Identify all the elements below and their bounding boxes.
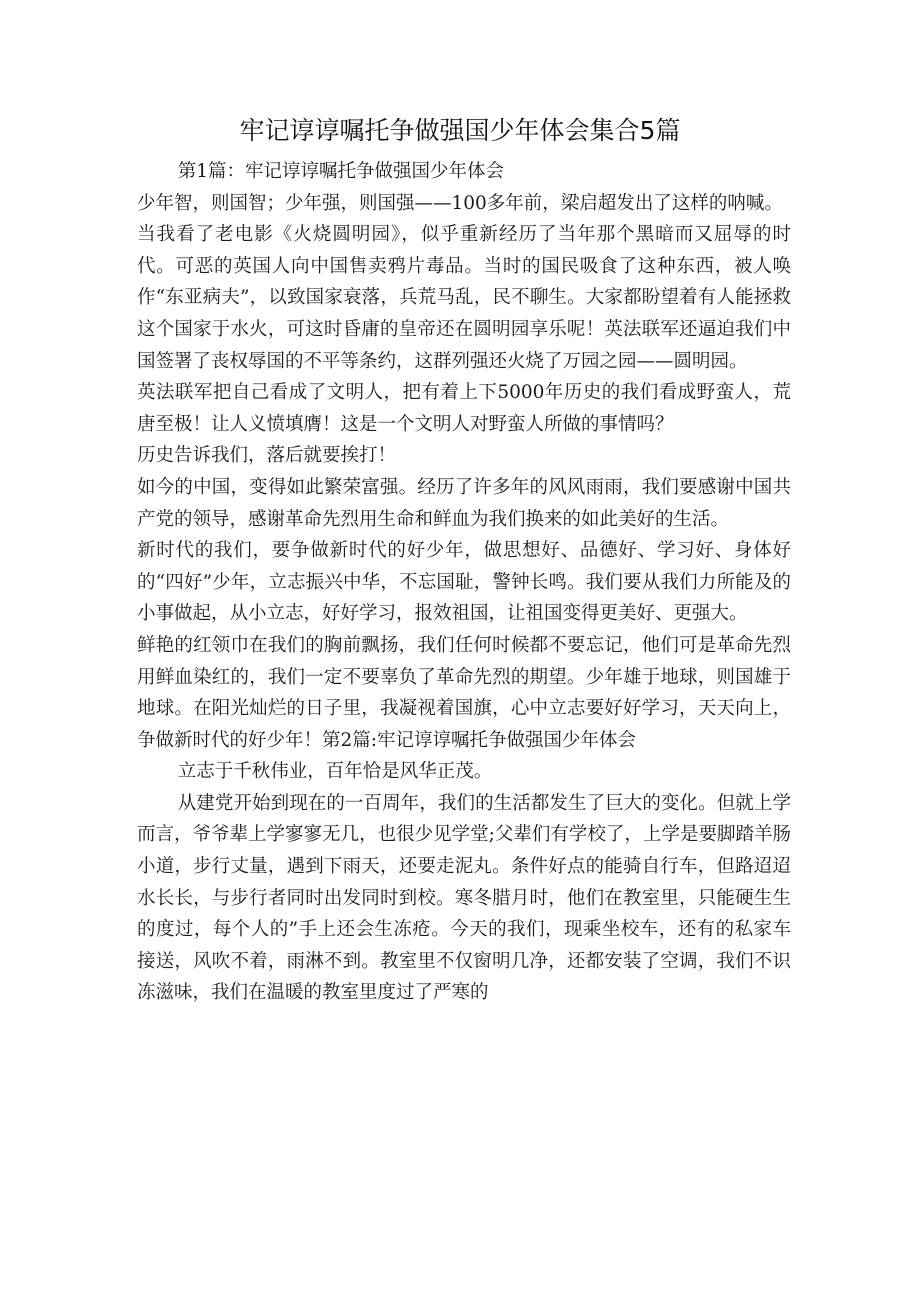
paragraph: 立志于千秋伟业，百年恰是风华正茂。 <box>177 761 493 783</box>
document-title: 牢记谆谆嘱托争做强国少年体会集合5篇 <box>239 116 681 145</box>
paragraph: 英法联军把自己看成了文明人，把有着上下5000年历史的我们看成野蛮人，荒唐至极！让人义愤填膺！这是一个文明人对野蛮人所做的事情吗？ <box>137 382 791 435</box>
paragraph: 鲜艳的红领巾在我们的胸前飘扬，我们任何时候都不要忘记，他们可是革命先烈用鲜血染红的，我们一定不要辜负了革命先烈的期望。少年雄于地球，则国雄于地球。在阳光灿烂的日子里，我凝视着国旗，心中立志要好好学习，天天向上，争做新时代的好少年！第2篇:牢记谆谆嘱托争做强国少年体会 <box>137 634 791 751</box>
paragraph: 历史告诉我们，落后就要挨打！ <box>137 445 397 467</box>
paragraph: 如今的中国，变得如此繁荣富强。经历了许多年的风风雨雨，我们要感谢中国共产党的领导，感谢革命先烈用生命和鲜血为我们换来的如此美好的生活。 <box>137 476 791 530</box>
paragraph: 少年智，则国智；少年强，则国强——100多年前，梁启超发出了这样的呐喊。 <box>137 192 783 214</box>
section-heading-1: 第1篇：牢记谆谆嘱托争做强国少年体会 <box>177 161 504 182</box>
document-body <box>137 156 791 1009</box>
paragraph: 从建党开始到现在的一百周年，我们的生活都发生了巨大的变化。但就上学而言，爷爷辈上学寥寥无几，也很少见学堂;父辈们有学校了，上学是要脚踏羊肠小道，步行丈量，遇到下雨天，还要走泥丸。条件好点的能骑自行车，但路迢迢水长长，与步行者同时出发同时到校。寒冬腊月时，他们在教室里，只能硬生生的度过，每个人的”手上还会生冻疮。今天的我们，现乘坐校车，还有的私家车接送，风吹不着，雨淋不到。教室里不仅窗明几净，还都安装了空调，我们不识冻滋味，我们在温暖的教室里度过了严寒的 <box>137 792 791 1004</box>
paragraph: 当我看了老电影《火烧圆明园》，似乎重新经历了当年那个黑暗而又屈辱的时代。可恶的英国人向中国售卖鸦片毒品。当时的国民吸食了这种东西，被人唤作“东亚病夫”，以致国家衰落，兵荒马乱，民不聊生。大家都盼望着有人能拯救这个国家于水火，可这时昏庸的皇帝还在圆明园享乐呢！英法联军还逼迫我们中国签署了丧权辱国的不平等条约，这群列强还火烧了万园之园——圆明园。 <box>137 224 791 372</box>
paragraph: 新时代的我们，要争做新时代的好少年，做思想好、品德好、学习好、身体好的“四好”少年，立志振兴中华，不忘国耻，警钟长鸣。我们要从我们力所能及的小事做起，从小立志，好好学习，报效祖国，让祖国变得更美好、更强大。 <box>137 540 791 625</box>
